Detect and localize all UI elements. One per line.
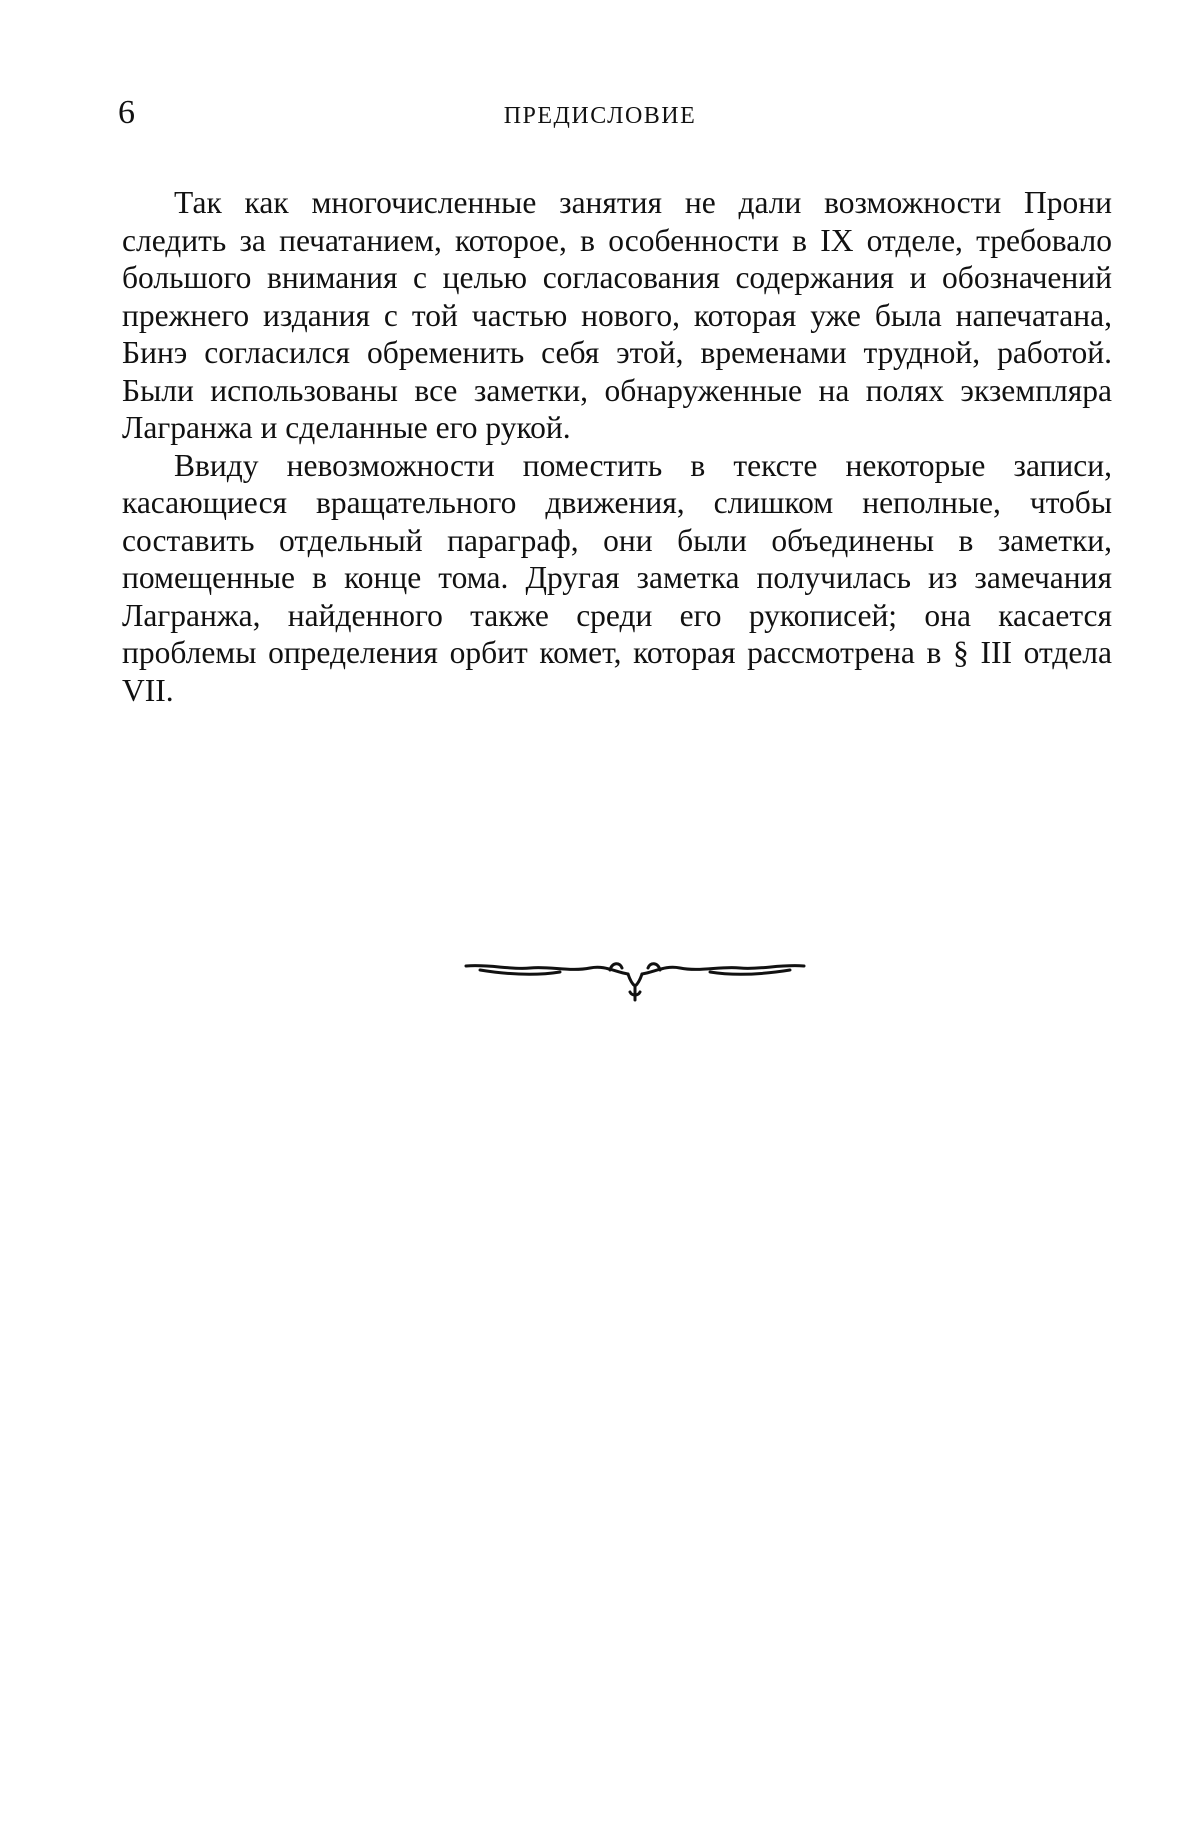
body-text [122,184,1112,709]
paragraph-1: Так как многочисленные занятия не дали возможности Прони следить за печатанием, которое, в особенности в IX отделе, требовало большого внимания с целью согласования содержания и обозначений прежнего издания с той частью нового, которая уже была напечатана, Бинэ согласился обременить себя этой, временами трудной, работой. Были использованы все заметки, обнаруженные на полях экземпляра Лагранжа и сделанные его рукой. [122,185,1112,445]
running-title: ПРЕДИСЛОВИЕ [503,103,697,129]
page-number: 6 [118,94,135,131]
paragraph-2: Ввиду невозможности поместить в тексте некоторые записи, касающиеся вращательного движения, слишком неполные, чтобы составить отдельный параграф, они были объединены в заметки, помещенные в конце тома. Другая заметка получилась из замечания Лагранжа, найденного также среди его рукописей; она касается проблемы определения орбит комет, которая рассмотрена в § III отдела VII. [122,447,1112,708]
tailpiece-ornament-icon [460,948,810,1008]
